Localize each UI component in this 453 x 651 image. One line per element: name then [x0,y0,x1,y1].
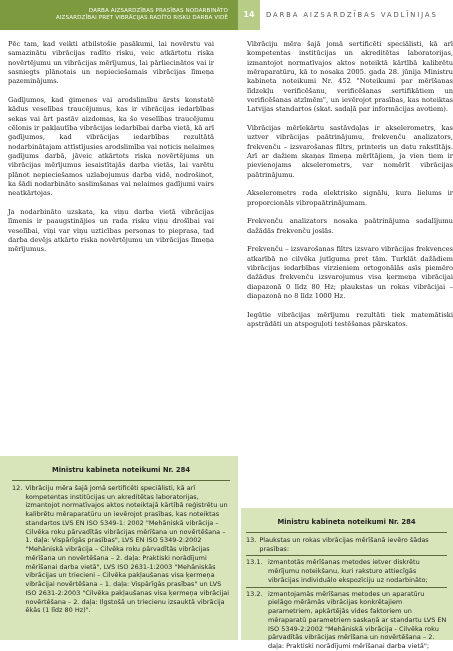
regulation-box-left [0,456,238,640]
header-document-title: DARBA AIZSARDZĪBAS VADLĪNIJAS [260,0,453,30]
header-section-title [0,0,238,30]
subclause-number: 13.1. [246,558,263,567]
regulation-clause [12,484,230,615]
paragraph: Frekvenču analizators nosaka paātrinājuma sadalījumu dažādās frekvenču joslās. [247,217,453,235]
clause-number: 12. [12,483,23,492]
paragraph: Vibrāciju mēra šajā jomā sertificēti speciālisti, kā arī kompetentas institūcijas un akreditētas laboratorijas, izmantojot normatīvajos aktos noteiktā kārtībā kalibrētu mēraparatūru, kā to nosaka 2005. gada 28. jūnija Ministru kabineta noteikumi Nr. 452 "Noteikumi par mērīšanas līdzekļu verificēšanu, verificēšanas sertifikātiem un verificēšanas atzīmēm", un ievērojot prasības, kas noteiktas Latvijas standartos (skat. sadaļā par informācijas avotiem). [247,40,453,114]
header-title-line2: AIZSARDZĪBAI PRET VIBRĀCIJAS RADĪTO RISKU DARBA VIDĒ [55,15,228,21]
divider [246,555,447,556]
divider [246,587,447,588]
regulation-clause [246,536,447,554]
clause-text: Plaukstas un rokas vibrācijas mērīšanā ievēro šādas prasības: [259,535,429,553]
regulation-box-title: Ministru kabineta noteikumi Nr. 284 [51,466,191,474]
paragraph: Frekvenču – izsvarošanas filtrs izsvaro vibrācijas frekvences atkarībā no cilvēka jutīguma pret tām. Turklāt dažādiem vibrācijas iedarbības virzieniem ortogonālās asīs piemēro dažādus frekvenču izsvarojumus visa ķermeņa vibrācijai diapazonā 0 līdz 80 Hz; plaukstas un rokas vibrācijai – diapazonā no 8 līdz 1000 Hz. [247,245,453,301]
paragraph: Iegūtie vibrācijas mērījumu rezultāti tiek matemātiski apstrādāti un atspoguļoti testēšanas pārskatos. [247,310,453,329]
paragraph: Ja nodarbināto uzskata, ka viņu darba vietā vibrācijas līmenis ir paaugstinājies un rada risku viņu drošībai vai veselībai, viņi var viņu uzticības personas to pieprasa, tad darba devējs atkārto riska novērtējumu un vibrācijas līmeņa mērījumus. [8,208,214,254]
right-text-column [247,40,453,339]
divider [246,532,447,533]
regulation-box-title: Ministru kabineta noteikumi Nr. 284 [277,518,416,526]
subclause-text: izmantojamās mērīšanas metodes un aparatūru pielāgo mērāmās vibrācijas konkrētajiem parametriem, apkārtējās vides faktoriem un mēraparatū parametriem saskaņā ar standartu LVS EN ISO 5349-2:2002 "Mehāniskā vibrācija - Cilvēka roku pārvadītās vibrācijas mērīšana un novērtēšana – 2. daļa: Praktiski norādījumi mērīšanai darba vietā"; [268,589,447,650]
paragraph: Gadījumos, kad ģimenes vai arodslimību ārsts konstatē kādus veselības traucējumus, kas ir vibrācijas iedarbības sekas vai ārt pastāv aizdomas, ka šo veselības traucējumu cēlonis ir pakļautība vibrācijas iedarbībai darba vietā, kā arī gadījumos, kad vibrācijas iedarbības rezultātā nodarbinātajam attīstījusies arodslimība vai noticis nelaimes gadījums darbā, jāveic atkārtots riska novērtējums un vibrācijas mērījumus iesaistītajās darba vietās, lai varētu plānot nepieciešamos uzlabojumus darba vidē, nodrošinot, ka šādi nodarbināto saslimšanas vai nelaimes gadījumi vairs neatkārtojas. [8,96,214,198]
regulation-box-right [241,508,453,650]
clause-number: 13. [246,535,257,544]
divider [12,480,230,481]
regulation-subclause [246,558,447,584]
page-number: 14 [238,0,260,30]
paragraph: Akselerometrs rada elektrisko signālu, kura lielums ir proporcionāls vibropaātrinājumam. [247,189,453,207]
left-text-column [8,40,214,264]
header-title-line1: DARBA AIZSARDZĪBAS PRASĪBAS NODARBINĀTO [88,8,228,14]
clause-text: Vibrāciju mēra šajā jomā sertificēti speciālisti, kā arī kompetentas institūcijas un akreditētas laboratorijas, izmantojot normatīvajos aktos noteiktajā kārtībā reģistrētu un kalibrētu mēraparatūru un ievērojot prasības, kas noteiktas standartos LVS EN ISO 5349-1: 2002 "Mehāniskā vibrācija – Cilvēka roku pārvadītās vibrācijas mērīšana un novērtēšana – 1. daļa: Vispārīgās prasības", LVS EN ISO 5349-2:2002 "Mehāniskā vibrācija – Cilvēka roku pārvadītās vibrācijas mērīšana un novērtēšana – 2. daļa: Praktiski norādījumi mērīšanai darba vietā", LVS ISO 2631-1:2003 "Mehāniskās vibrācijas un triecieni – Cilvēka pakļaušanas visa ķermeņa vibrācijai novērtēšana – 1. daļa: Vispārīgās prasības" un LVS ISO 2631-2:2003 "Cilvēka pakļaušanas visa ķermeņa vibrācijai novērtēšana – 2. daļa: Ilgstošā un triecienu izsauktā vibrācija ēkās (1 līdz 80 Hz)". [25,483,230,615]
subclause-text: izmantotās mērīšanas metodes ietver diskrētu mērījumu noteikšanu, kuri raksturo attiecīgās vibrācijas individuālo ekspozīciju uz nodarbināto; [268,558,428,584]
subclause-number: 13.2. [246,589,263,598]
paragraph: Pēc tam, kad veikti atbilstošie pasākumi, lai novērstu vai samazinātu vibrācijas radīto risku, veic atkārtotu riska novērtējumu un vibrācijas mērījumus, lai pārliecinātos vai ir sasniegts plānotais un nepieciešamais vibrācijas līmeņa pazeminājums. [8,40,214,86]
page-header [0,0,453,30]
regulation-subclause [246,590,447,651]
paragraph: Vibrācijas mērīekārtu sastāvdaļas ir akselerometrs, kas uztver vibrācijas paātrinājumu, frekvenču analizators, frekvenču – izsvarošanas filtrs, printeris un datu rakstītājs. Arī ar dažiem skaņas līmeņa mērītājiem, ja vien tiem ir pievienojams akselerometrs, var nomērīt vibrācijas paātrinājumu. [247,124,453,179]
